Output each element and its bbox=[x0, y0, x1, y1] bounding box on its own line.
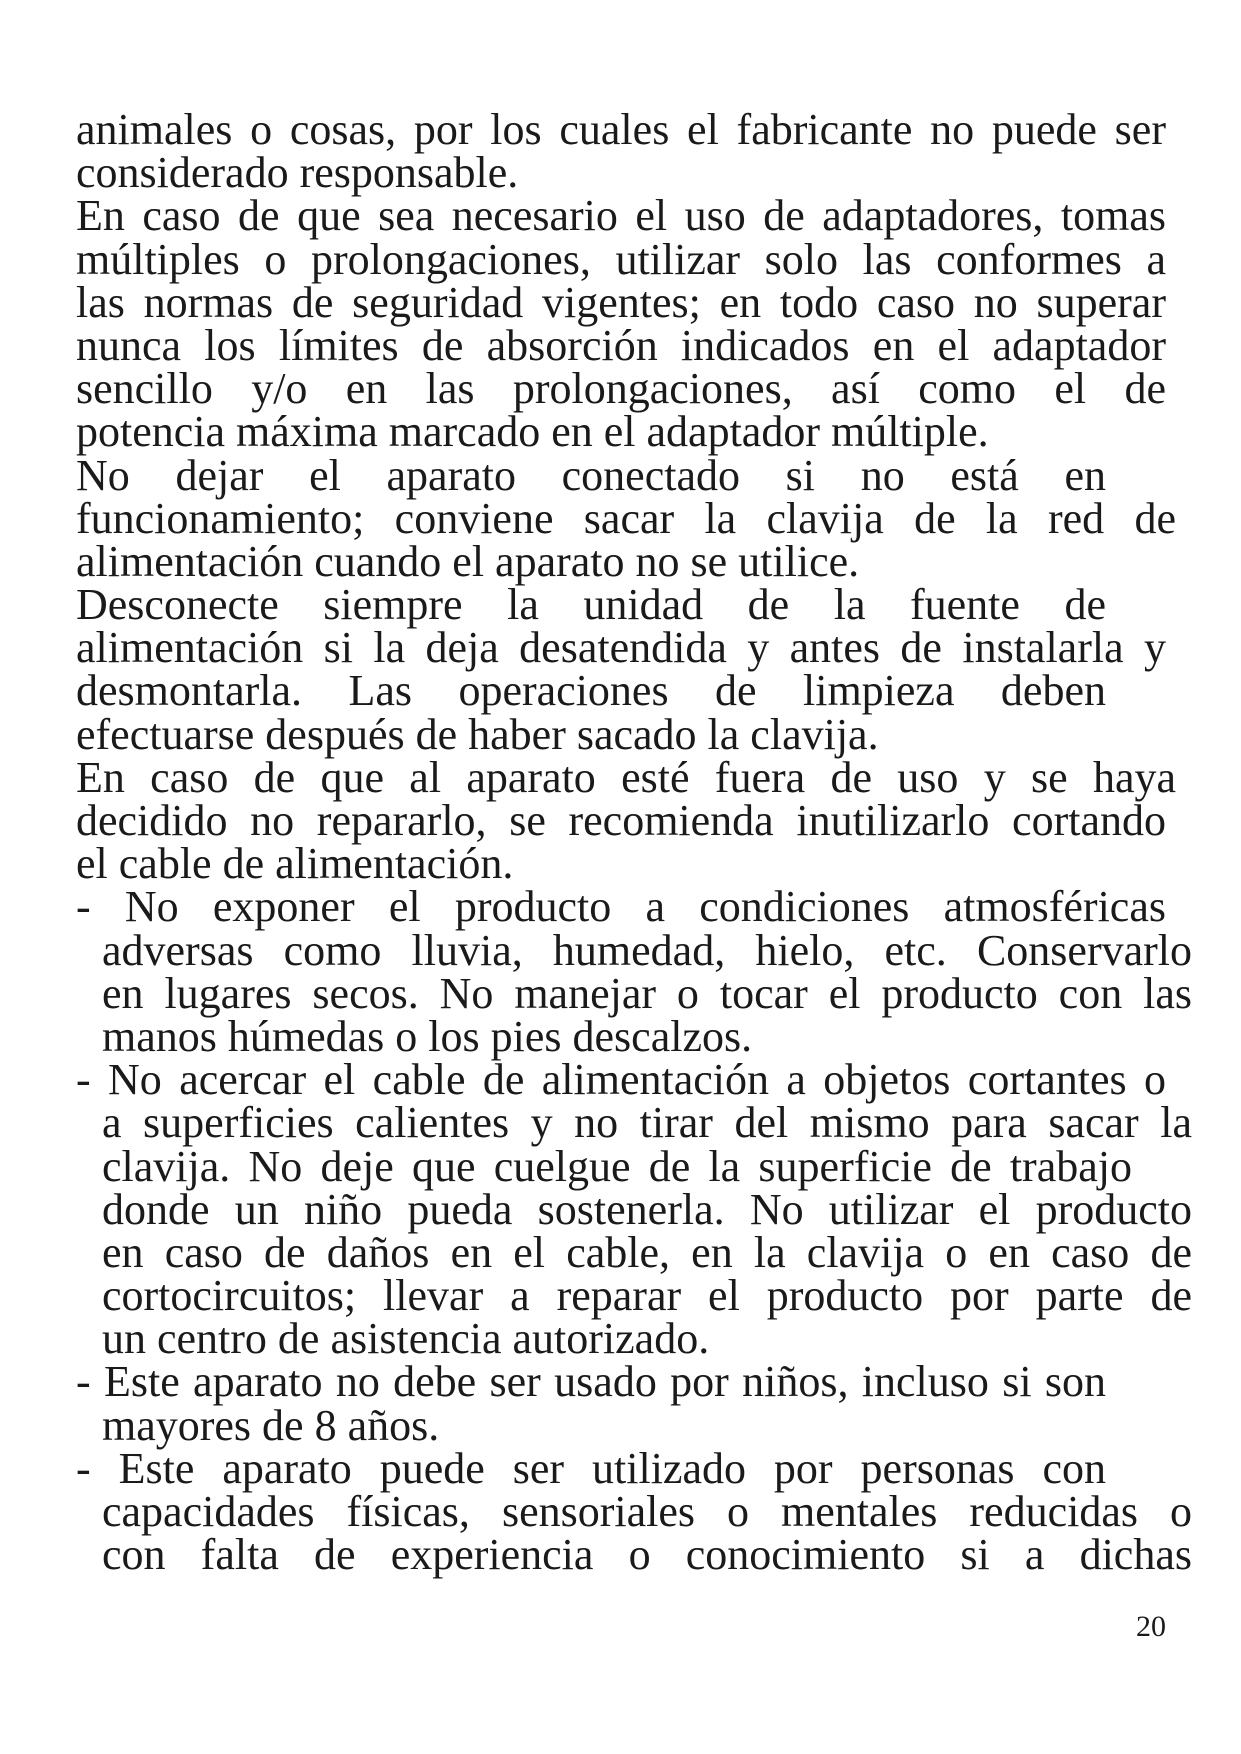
text-line: efectuarse después de haber sacado la clavija. bbox=[76, 709, 879, 759]
list-item-line: adversas como lluvia, humedad, hielo, etc. Conservarlo bbox=[102, 925, 1192, 975]
text-line: No dejar el aparato conectado si no está en bbox=[76, 450, 1106, 500]
text-line: alimentación cuando el aparato no se utilice. bbox=[76, 536, 860, 586]
list-item-line: un centro de asistencia autorizado. bbox=[102, 1314, 710, 1364]
text-line: decidido no repararlo, se recomienda inutilizarlo cortando bbox=[76, 796, 1166, 845]
list-item-line: con falta de experiencia o conocimiento si a dichas bbox=[102, 1530, 1192, 1580]
list-item-line: - Este aparato no debe ser usado por niños, incluso si son bbox=[76, 1357, 1106, 1407]
list-item-line: en caso de daños en el cable, en la clavija o en caso de bbox=[102, 1227, 1192, 1277]
text-line: animales o cosas, por los cuales el fabricante no puede ser bbox=[76, 105, 1166, 154]
text-line: alimentación si la deja desatendida y antes de instalarla y bbox=[76, 623, 1166, 673]
text-line: potencia máxima marcado en el adaptador múltiple. bbox=[76, 407, 989, 457]
text-line: el cable de alimentación. bbox=[76, 839, 514, 889]
text-line: considerado responsable. bbox=[76, 148, 519, 198]
text-line: sencillo y/o en las prolongaciones, así como el de bbox=[76, 364, 1166, 414]
list-item-line: - No exponer el producto a condiciones atmosféricas bbox=[76, 882, 1166, 932]
list-item-line: en lugares secos. No manejar o tocar el producto con las bbox=[102, 968, 1192, 1018]
list-item-line: donde un niño pueda sostenerla. No utilizar el producto bbox=[102, 1184, 1192, 1234]
text-line: desmontarla. Las operaciones de limpieza deben bbox=[76, 666, 1106, 716]
text-line: Desconecte siempre la unidad de la fuente de bbox=[76, 580, 1106, 630]
text-line: múltiples o prolongaciones, utilizar solo las conformes a bbox=[76, 234, 1166, 284]
list-item-line: cortocircuitos; llevar a reparar el producto por parte de bbox=[102, 1271, 1192, 1321]
list-item-line: - No acercar el cable de alimentación a objetos cortantes o bbox=[76, 1055, 1166, 1105]
list-item-line: clavija. No deje que cuelgue de la superficie de trabajo bbox=[102, 1141, 1132, 1191]
list-item-line: manos húmedas o los pies descalzos. bbox=[102, 1011, 753, 1061]
text-line: nunca los límites de absorción indicados en el adaptador bbox=[76, 320, 1166, 370]
page-number: 20 bbox=[1136, 1610, 1166, 1643]
text-line: En caso de que al aparato esté fuera de uso y se haya bbox=[76, 752, 1176, 802]
text-line: En caso de que sea necesario el uso de adaptadores, tomas bbox=[76, 191, 1166, 241]
list-item-line: a superficies calientes y no tirar del mismo para sacar la bbox=[102, 1098, 1192, 1148]
list-item-line: - Este aparato puede ser utilizado por personas con bbox=[76, 1443, 1106, 1493]
body-text bbox=[76, 105, 1192, 1580]
text-line: funcionamiento; conviene sacar la clavija de la red de bbox=[76, 493, 1176, 543]
list-item-line: capacidades físicas, sensoriales o mentales reducidas o bbox=[102, 1487, 1192, 1536]
text-line: las normas de seguridad vigentes; en todo caso no superar bbox=[76, 277, 1166, 327]
list-item-line: mayores de 8 años. bbox=[102, 1400, 440, 1450]
